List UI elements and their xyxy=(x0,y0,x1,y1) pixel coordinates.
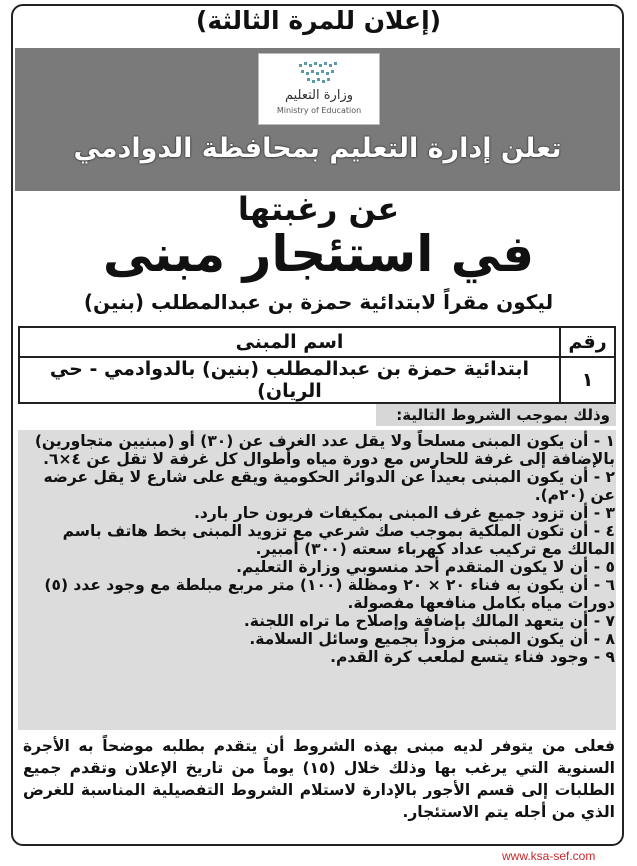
conditions-label: وذلك بموجب الشروط التالية: xyxy=(376,404,616,426)
conditions-list xyxy=(23,432,615,666)
condition-item: ٦ - أن يكون به فناء ٢٠ × ٢٠ ومظلة (١٠٠) متر مربع مبلطة مع وجود عدد (٥) دورات مياه بكامل منافعها مفصولة. xyxy=(44,576,615,612)
building-table xyxy=(18,326,616,404)
condition-item: ٤ - أن تكون الملكية بموجب صك شرعي مع تزويد المبنى بخط هاتف باسم المالك مع تركيب عداد كهرباء سعته (٣٠٠) أمبير. xyxy=(62,522,615,558)
condition-item: ٨ - أن يكون المبنى مزوداً بجميع وسائل السلامة. xyxy=(249,630,615,648)
logo-arabic-text: وزارة التعليم xyxy=(284,88,354,103)
sub-heading: عن رغبتها xyxy=(237,190,400,228)
condition-item: ٩ - وجود فناء يتسع لملعب كرة القدم. xyxy=(330,648,615,666)
condition-item: ٣ - أن تزود جميع غرف المبنى بمكيفات فريون حار بارد. xyxy=(193,504,615,522)
ministry-emblem-icon xyxy=(297,60,341,86)
header-building-name: اسم المبنى xyxy=(19,327,560,357)
table-row xyxy=(19,357,615,403)
condition-item: ٢ - أن يكون المبنى بعيداً عن الدوائر الحكومية ويقع على شارع لا يقل عرضه عن (٢٠م). xyxy=(43,468,615,504)
purpose-line: ليكون مقراً لابتدائية حمزة بن عبدالمطلب (بنين) xyxy=(83,290,554,314)
announcement-round-heading: (إعلان للمرة الثالثة) xyxy=(195,6,442,35)
closing-paragraph: فعلى من يتوفر لديه مبنى بهذه الشروط أن يتقدم بطلبه موضحاً به الأجرة السنوية التي يرغب بها وذلك خلال (١٥) يوماً من تاريخ الإعلان وتقدم جميع الطلبات إلى قسم الأجور بالإدارة لاستلام الشروط التفصيلية المناسبة للغرض الذي من أجله يتم الاستئجار. xyxy=(23,737,615,821)
header-number: رقم xyxy=(560,327,615,357)
row-building-name: ابتدائية حمزة بن عبدالمطلب (بنين) بالدوادمي - حي الريان) xyxy=(19,357,560,403)
table-header-row xyxy=(19,327,615,357)
main-heading: في استئجار مبنى xyxy=(102,225,535,283)
logo-english-text: Ministry of Education xyxy=(276,106,362,115)
condition-item: ٥ - أن لا يكون المتقدم أحد منسوبي وزارة التعليم. xyxy=(236,558,615,576)
source-url-label: www.ksa-sef.com xyxy=(502,849,596,863)
condition-item: ١ - أن يكون المبنى مسلحاً ولا يقل عدد الغرف عن (٣٠) أو (مبنيين متجاورين) بالإضافة إلى غرفة للحارس مع دورة مياه وأطوال كل غرفة لا تقل عن ٤×٦. xyxy=(34,432,615,468)
banner-title: تعلن إدارة التعليم بمحافظة الدوادمي xyxy=(73,133,562,164)
row-number: ١ xyxy=(560,357,615,403)
ministry-logo xyxy=(258,53,380,125)
condition-item: ٧ - أن يتعهد المالك بإضافة وإصلاح ما تراه اللجنة. xyxy=(243,612,615,630)
